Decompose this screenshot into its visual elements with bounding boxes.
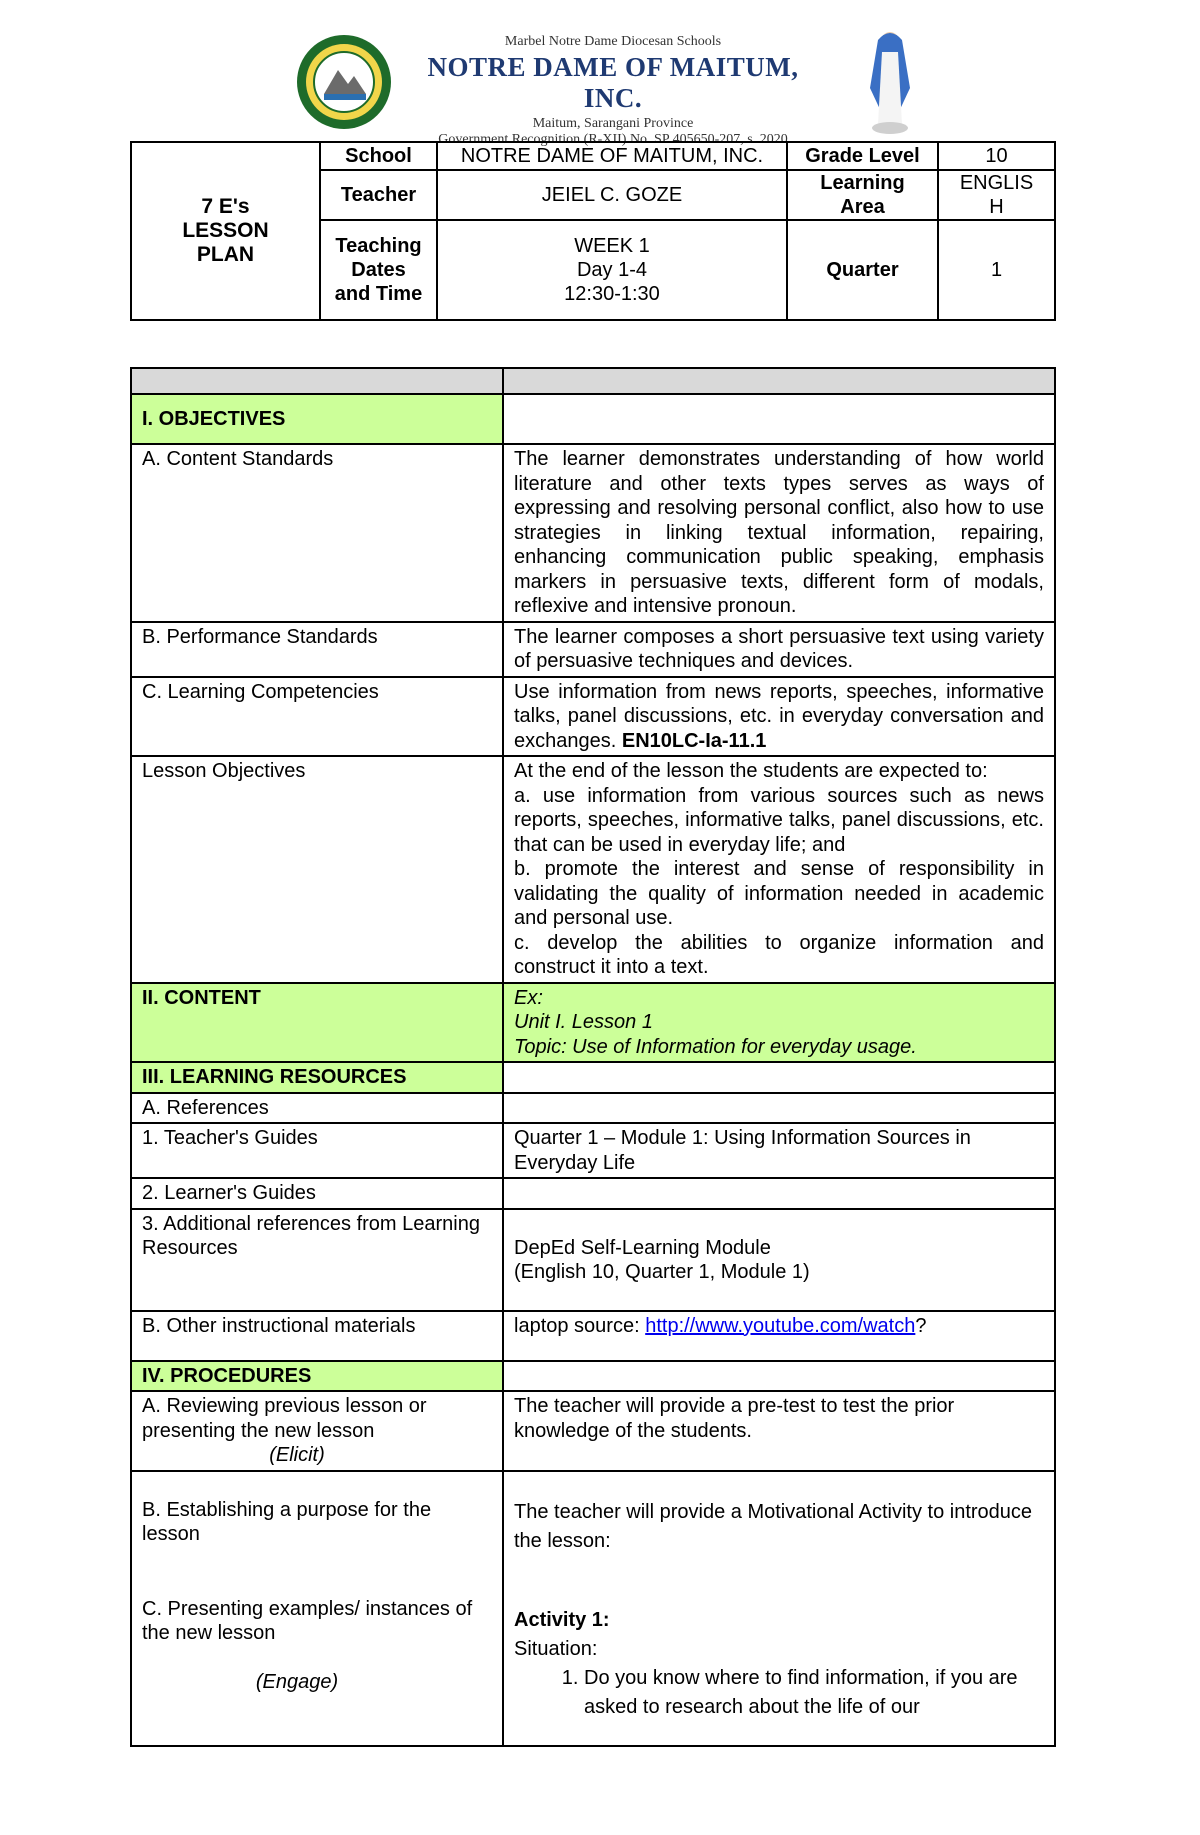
competency-code: EN10LC-Ia-11.1	[621, 729, 767, 752]
plan-title: 7 E's LESSON PLAN	[131, 142, 320, 320]
government-recognition: Government Recognition (R-XII) No. SP 405650-207, s. 2020	[438, 132, 788, 147]
references-label: A. References	[131, 1093, 503, 1124]
teaching-dates-value	[437, 220, 787, 320]
engage-phase: (Engage)	[255, 1670, 339, 1693]
learning-resources-heading: III. LEARNING RESOURCES	[131, 1062, 503, 1093]
learners-guides-label: 2. Learner's Guides	[131, 1178, 503, 1209]
performance-standards-text: The learner composes a short persuasive text using variety of persuasive techniques and devices.	[503, 622, 1055, 677]
learning-competencies-text: Use information from news reports, speeches, informative talks, panel discussions, etc. in everyday conversation and exchanges. EN10LC-Ia-11.1	[503, 677, 1055, 757]
school-header	[290, 28, 930, 147]
situation-label: Situation:	[514, 1637, 598, 1660]
virgin-mary-statue-image	[850, 28, 930, 138]
purpose-examples-label	[131, 1471, 503, 1746]
content-text: Ex: Unit I. Lesson 1 Topic: Use of Information for everyday usage.	[503, 983, 1055, 1063]
school-system: Marbel Notre Dame Diocesan Schools	[504, 34, 722, 49]
school-seal-logo	[290, 32, 398, 132]
motivation-text: The teacher will provide a Motivational Activity to introduce the lesson: Activity 1: Situation: 1. Do you know where to find information, if you are asked to research about the life of our	[503, 1471, 1055, 1746]
presenting-examples-label: C. Presenting examples/ instances of the new lesson	[142, 1597, 473, 1644]
objective-c: c. develop the abilities to organize information and construct it into a text.	[514, 931, 1044, 978]
additional-references-text: DepEd Self-Learning Module (English 10, Quarter 1, Module 1)	[503, 1209, 1055, 1311]
grade-level-label: Grade Level	[787, 142, 938, 170]
reviewing-text: The teacher will provide a pre-test to test the prior knowledge of the students.	[503, 1391, 1055, 1471]
other-materials-label: B. Other instructional materials	[131, 1311, 503, 1361]
teacher-value: JEIEL C. GOZE	[437, 170, 787, 220]
school-value: NOTRE DAME OF MAITUM, INC.	[437, 142, 787, 170]
content-heading: II. CONTENT	[131, 983, 503, 1063]
objectives-heading: I. OBJECTIVES	[131, 394, 503, 444]
grade-level-value: 10	[938, 142, 1055, 170]
school-name: NOTRE DAME OF MAITUM, INC.	[427, 52, 799, 113]
youtube-link[interactable]: http://www.youtube.com/watch	[645, 1314, 916, 1337]
time: 12:30-1:30	[564, 283, 660, 305]
gray-header-left	[131, 368, 503, 394]
establishing-purpose-label: B. Establishing a purpose for the lesson	[142, 1498, 432, 1545]
performance-standards-label: B. Performance Standards	[131, 622, 503, 677]
other-materials-text: laptop source: http://www.youtube.com/watch?	[503, 1311, 1055, 1361]
objective-b: b. promote the interest and sense of responsibility in validating the quality of information needed in academic and personal use.	[514, 858, 1044, 929]
procedures-heading: IV. PROCEDURES	[131, 1361, 503, 1392]
teacher-label: Teacher	[320, 170, 437, 220]
content-standards-label: A. Content Standards	[131, 444, 503, 622]
question-1: 1. Do you know where to find information, if you are asked to research about the life of our	[584, 1664, 1044, 1722]
quarter-label: Quarter	[787, 220, 938, 320]
lesson-objectives-label: Lesson Objectives	[131, 756, 503, 983]
reviewing-label: A. Reviewing previous lesson or presenting the new lesson (Elicit)	[131, 1391, 503, 1471]
additional-references-label: 3. Additional references from Learning Resources	[131, 1209, 503, 1311]
content-standards-text: The learner demonstrates understanding of how world literature and other texts types serves as ways of expressing and resolving personal conflict, also how to use strategies in linking textual information, repairing, enhancing communication public speaking, emphasis markers in persuasive texts, different form of modals, reflexive and intensive pronoun.	[503, 444, 1055, 622]
teachers-guides-label: 1. Teacher's Guides	[131, 1123, 503, 1178]
elicit-phase: (Elicit)	[269, 1444, 325, 1466]
lesson-plan-table	[130, 367, 1056, 1747]
school-label: School	[320, 142, 437, 170]
objective-a: a. use information from various sources such as news reports, speeches, informative talks, panel discussions, etc. that can be used in everyday life; and	[514, 784, 1044, 856]
activity-title: Activity 1:	[514, 1608, 610, 1631]
days: Day 1-4	[576, 259, 648, 281]
school-location: Maitum, Sarangani Province	[532, 116, 694, 131]
learning-area-value: ENGLIS H	[938, 170, 1055, 220]
lesson-objectives-text: At the end of the lesson the students are expected to: a. use information from various sources such as news reports, speeches, informative talks, panel discussions, etc. that can be used in everyday life; and b. promote the interest and sense of responsibility in validating the quality of information needed in academic and personal use. c. develop the abilities to organize information and construct it into a text.	[503, 756, 1055, 983]
gray-header-right	[503, 368, 1055, 394]
quarter-value: 1	[938, 220, 1055, 320]
teachers-guides-text: Quarter 1 – Module 1: Using Information Sources in Everyday Life	[503, 1123, 1055, 1178]
lesson-info-table	[130, 141, 1056, 321]
week: WEEK 1	[574, 235, 650, 257]
learning-area-label: Learning Area	[787, 170, 938, 220]
learning-competencies-label: C. Learning Competencies	[131, 677, 503, 757]
teaching-dates-label: Teaching Dates and Time	[320, 220, 437, 320]
